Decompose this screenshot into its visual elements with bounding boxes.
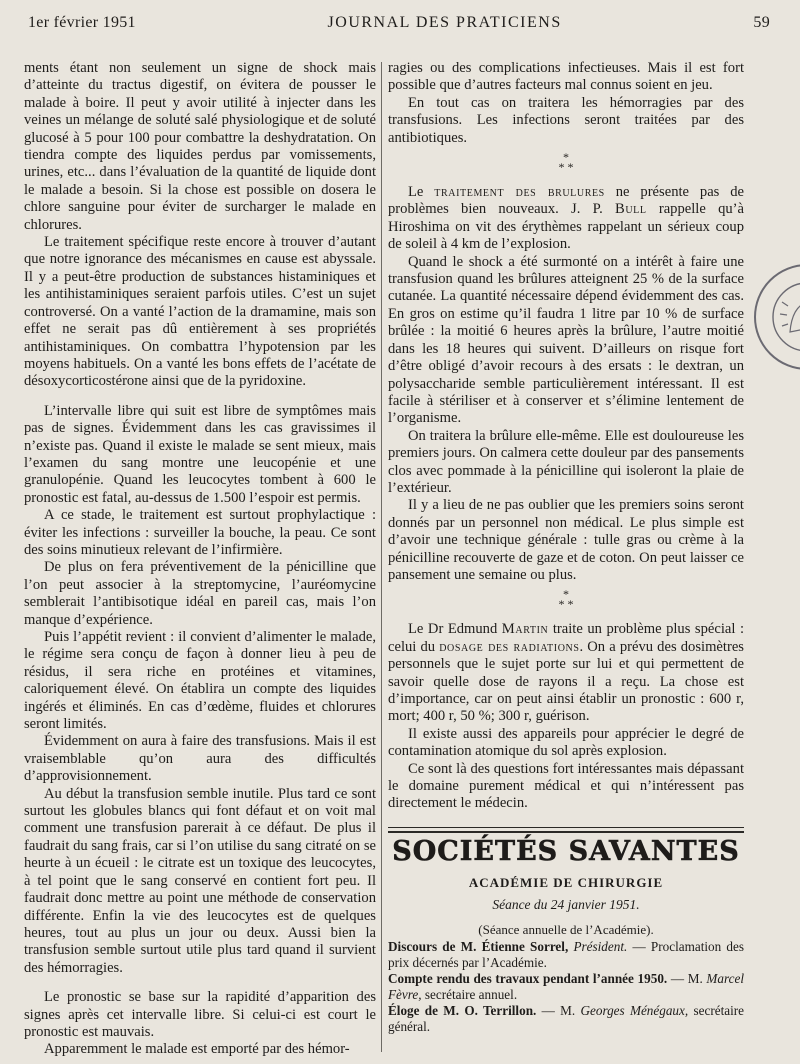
burns-lead: Le [408,184,424,201]
left-paragraph: Apparemment le malade est emporté par des hémor- [44,1041,350,1058]
entry-dash: — M. [670,970,703,986]
rad-lead: Le Dr Edmund [408,621,498,638]
right-paragraph: Il y a lieu de ne pas oublier que les premiers soins seront donnés par un personnel non médical. Le plus simple est d’avoir une technique générale : tulle gras ou crème à la pénicilline recouverte de gaze et de coton. On peut laisser ce pansement une semaine ou plus. [388,497,744,583]
entry-dash: — M. [541,1002,576,1018]
burns-topic: traitement des brulures [434,184,605,201]
entry-person: Georges Ménégaux, [580,1002,689,1018]
left-paragraph: L’intervalle libre qui suit est libre de symptômes mais pas de signes. Évidemment dans les cas gravissimes il n’existe pas. Quand il existe le malade se sent mieux, mais l’examen du sang montre une leucopénie et une granulopénie. Quand les leucocytes tombent à 600 le pronostic est fatal, au-dessus de 1.500 l’espoir est permis. [24,402,376,506]
academy-heading: ACADÉMIE DE CHIRURGIE [468,875,664,891]
right-paragraph: Quand le shock a été surmonté on a intérêt à faire une transfusion quand les brûlures atteignent 25 % de la surface cutanée. La quantité nécessaire dépend évidemment des cas. En gros on estime qu’il faudra 1 litre par 10 % de surface brûlée : la moitié 6 heures après la brûlure, l’autre moitié dans les 18 heures qui suivent. D’ailleurs on risque fort d’être obligé d’avoir recours à des ersats : le dextran, un polysaccharide semble particulièrement intéressant. Il est facile à stériliser et à conserver et s’élimine lentement de l’organisme. [388,253,744,427]
societes-savantes-banner: SOCIÉTÉS SAVANTES [392,836,740,868]
left-paragraph: Puis l’appétit revient : il convient d’alimenter le malade, le régime sera conçu de façon à donner lieu à peu de résidus, il sera riche en protéines et vitamines, caloriquement élevé. On établira un compte des liquides ingérés et éliminés. En cas d’œdème, fluides et chlorures seront limités. [24,629,376,733]
burns-author: Bull [615,201,647,218]
entry-title: Éloge de M. O. Terrillon. [388,1002,537,1018]
burns-paragraph [388,184,744,254]
header-page-number: 59 [753,14,770,31]
right-paragraph: On traitera la brûlure elle-même. Elle est douloureuse les premiers jours. On calmera cette douleur par des pansements clos avec pommade à la pénicilline qui isoleront la plaie de l’extérieur. [388,427,744,496]
left-paragraph: Le pronostic se base sur la rapidité d’apparition des signes après cet intervalle libre. Si celui-ci est court le pronostic est mauvais. [24,989,376,1040]
section-stars [388,587,744,612]
left-paragraph: De plus on fera préventivement de la pénicilline que l’on peut associer à la streptomycine, l’auréomycine semblerait l’antibisotique idéal en pareil cas, mais l’on manque d’expérience. [24,559,376,628]
academy-entry [388,971,744,1003]
right-paragraph: Il existe aussi des appareils pour apprécier le degré de contamination atomique du sol après explosion. [388,725,744,760]
right-paragraph: ragies ou des complications infectieuses. Mais il est fort possible que d’autres facteurs mal connus soient en jeu. [388,60,744,94]
library-stamp-seal [752,262,800,372]
academy-entry [388,1003,744,1035]
entry-title: Discours de M. Étienne Sorrel, [388,938,569,954]
right-paragraph: En tout cas on traitera les hémorragies par des transfusions. Les infections seront traitées par des antibiotiques. [388,94,744,146]
running-header [28,14,770,40]
section-stars [388,150,744,175]
academy-entry [388,939,744,971]
burns-text-2: rappelle qu’à Hiroshima on vit des érythèmes rappelant un sérieux coup de soleil à 4 km de l’explosion. [388,201,744,253]
rad-topic: dosage des radiations [439,638,580,655]
star-pair: * * [558,597,574,612]
header-journal-title: JOURNAL DES PRATICIENS [327,14,562,31]
entry-role: Président. [573,938,628,954]
section-separator [388,827,744,833]
left-paragraph: A ce stade, le traitement est surtout prophylactique : éviter les infections : surveiller la bouche, la peau. Ce sont des soins minutieux relevant de l’infirmière. [24,507,376,558]
burns-text-1: ne présente pas de problèmes bien nouveaux. J. P. [388,184,745,218]
left-column [24,60,376,1059]
entry-text: secrétaire général. [388,1002,745,1034]
rad-mid: traite un problème plus spécial : celui du [388,621,744,655]
left-paragraph: Le traitement spécifique reste encore à trouver d’autant que notre ignorance des mécanismes en cause est abyssale. Il y a peut-être production de substances histaminiques et les antihistaminiques seraient parfois utiles. C’est un sujet controversé. On a vanté l’action de la dramamine, mais son effet ne serait pas dû entièrement à ses propriétés antihistaminiques. On combattra l’hypotension par les moyens habituels. On a vanté les bons effets de l’acétate de désoxycorticostérone ainsi que de la pyridoxine. [24,234,376,390]
rad-rest: . On a prévu des dosimètres personnels que le sujet porte sur lui et qui permettent de savoir quelle dose de rayons il a reçu. La chose est d’importance, car on peut ainsi établir un pronostic : 600 r, mort; 400 r, 50 %; 300 r, guérison. [388,638,744,725]
entry-text: — Proclamation des prix décernés par l’Académie. [388,938,744,970]
left-paragraph: ments étant non seulement un signe de shock mais d’atteinte du tractus digestif, on évitera de pousser le malade à boire. Il peut y avoir utilité à injecter dans les veines un mélange de soluté salé physiologique et de soluté glucosé à 5 pour 100 pour combattre la deshydratation. On tiendra compte des liquides perdus par vomissements, urines, etc... dans l’évaluation de la quantité de liquide dont le malade a besoin. Si la chose est possible on dosera le chlore sanguine pour éviter de surcharger le malade en chlorures. [24,60,376,233]
header-date: 1er février 1951 [28,14,136,31]
star-pair: * * [558,160,574,175]
seance-note: (Séance annuelle de l’Académie). [478,922,654,938]
right-paragraph: Ce sont là des questions fort intéressantes mais dépassant le domaine purement médical et qui n’intéressent pas directement le médecin. [388,760,744,812]
rad-author: Martin [501,621,549,638]
column-divider [381,62,382,1052]
star-top: * [563,587,569,602]
entry-text: secrétaire annuel. [424,986,518,1002]
star-top: * [563,150,569,165]
radiation-paragraph [388,621,744,725]
entry-person: Marcel Fèvre, [388,970,744,1002]
left-paragraph: Évidemment on aura à faire des transfusions. Mais il est vraisemblable qu’on aura des difficultés d’approvisionnement. [24,733,376,785]
seance-date: Séance du 24 janvier 1951. [492,896,640,912]
left-paragraph: Au début la transfusion semble inutile. Plus tard ce sont surtout les globules blancs qui font défaut et on voit mal comment une transfusion parerait à ce défaut. De plus il faudrait du sang frais, car si l’on utilise du sang citraté on se heurte à un écueil : le citrate est un toxique des leucocytes, à tel point que le sang conservé en contient fort peu. Il faudrait donc mettre au point une méthode de conservation différente. Enfin la vie des leucocytes est de quelques heures, tout au plus un jour ou deux. Aussi bien la transfusion semble surtout utile plus tard quand il survient des hémorragies. [24,785,376,976]
right-column [388,60,744,1035]
entry-title: Compte rendu des travaux pendant l’année 1950. [388,970,668,986]
